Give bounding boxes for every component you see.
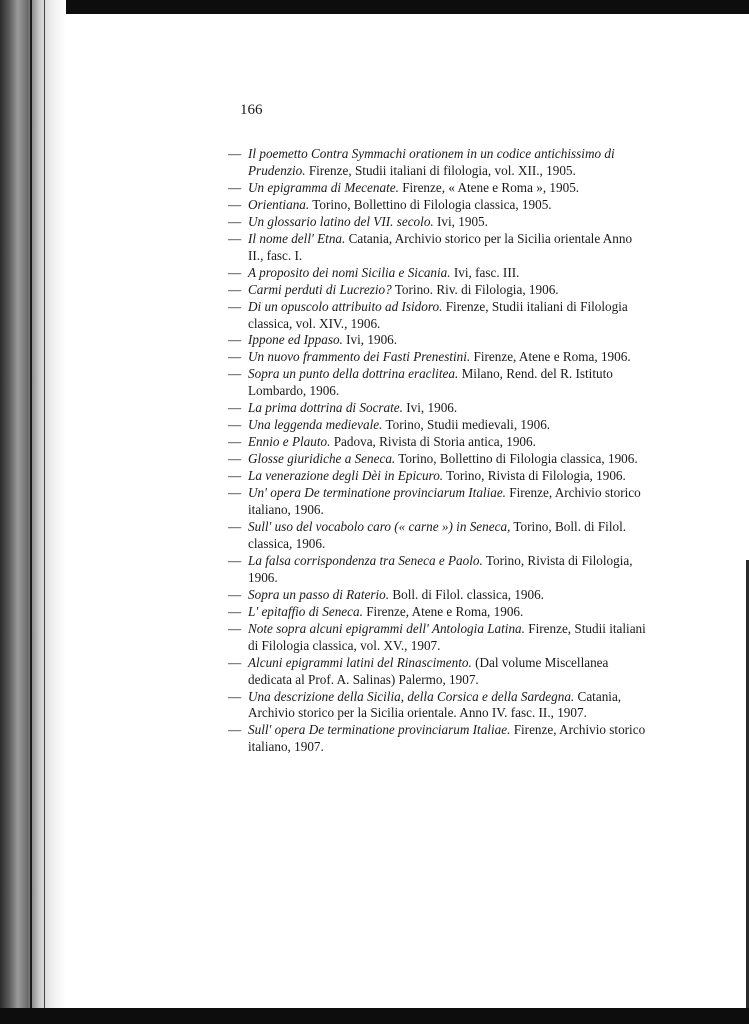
entry-publication: (Dal volume Miscellanea dedicata al Prof. A. Salinas) Palermo, 1907. <box>248 654 609 687</box>
entry-dash: — <box>228 213 242 229</box>
bibliography-entry <box>228 655 648 689</box>
entry-title: La venerazione degli Dèi in Epicuro. <box>248 468 444 484</box>
entry-dash: — <box>228 518 242 534</box>
entry-dash: — <box>228 417 242 433</box>
entry-publication: Torino, Bollettino di Filologia classica, 1905. <box>309 196 552 212</box>
entry-dash: — <box>228 332 242 348</box>
entry-publication: Firenze, « Atene e Roma », 1905. <box>398 179 580 195</box>
entry-publication: Torino. Riv. di Filologia, 1906. <box>391 281 559 297</box>
entry-publication: Firenze, Archivio storico italiano, 1907. <box>248 722 646 755</box>
entry-publication: Ivi, 1905. <box>433 213 488 229</box>
entry-title: Una descrizione della Sicilia, della Corsica e della Sardegna. <box>248 688 575 704</box>
bibliography-entry <box>228 332 648 349</box>
entry-publication: Torino, Rivista di Filologia, 1906. <box>248 552 633 585</box>
entry-title: L' epitaffio di Seneca. <box>248 603 363 619</box>
entry-dash: — <box>228 366 242 382</box>
entry-title: Di un opuscolo attribuito ad Isidoro. <box>248 298 443 314</box>
bibliography-entry <box>228 722 648 756</box>
entry-publication: Catania, Archivio storico per la Sicilia orientale. Anno IV. fasc. II., 1907. <box>248 688 622 721</box>
entry-dash: — <box>228 586 242 602</box>
entry-dash: — <box>228 552 242 568</box>
entry-publication: Torino, Bollettino di Filologia classica, 1906. <box>395 451 638 467</box>
entry-dash: — <box>228 620 242 636</box>
spine-edge-line <box>44 0 45 1024</box>
bibliography-entry <box>228 434 648 451</box>
entry-title: Sopra un passo di Raterio. <box>248 586 390 602</box>
entry-title: Un nuovo frammento dei Fasti Prenestini. <box>248 349 471 365</box>
entry-dash: — <box>228 281 242 297</box>
entry-dash: — <box>228 400 242 416</box>
bibliography-entry <box>228 366 648 400</box>
entry-title: Un epigramma di Mecenate. <box>248 179 399 195</box>
entry-publication: Firenze, Studii italiani di Filologia classica, vol. XIV., 1906. <box>248 298 628 331</box>
page-number: 166 <box>240 102 263 118</box>
entry-dash: — <box>228 688 242 704</box>
entry-publication: Firenze, Archivio storico italiano, 1906. <box>248 485 641 518</box>
entry-title: Un glossario latino del VII. secolo. <box>248 213 434 229</box>
entry-title: Il poemetto Contra Symmachi orationem in un codice antichissimo di Prudenzio. <box>248 146 615 178</box>
entry-title: Ennio e Plauto. <box>248 434 331 450</box>
entry-title: Sopra un punto della dottrina eraclitea. <box>248 366 459 382</box>
entry-title: Una leggenda medievale. <box>248 417 383 433</box>
entry-publication: Ivi, fasc. III. <box>450 264 520 280</box>
entry-dash: — <box>228 722 242 738</box>
entry-dash: — <box>228 196 242 212</box>
entry-dash: — <box>228 264 242 280</box>
entry-dash: — <box>228 434 242 450</box>
entry-title: Carmi perduti di Lucrezio? <box>248 281 392 297</box>
entry-title: La falsa corrispondenza tra Seneca e Paolo. <box>248 552 483 568</box>
bibliography-entry <box>228 146 648 180</box>
bibliography-entry <box>228 417 648 434</box>
bibliography-entry <box>228 231 648 265</box>
entry-dash: — <box>228 451 242 467</box>
entry-publication: Torino, Rivista di Filologia, 1906. <box>443 468 626 484</box>
entry-publication: Padova, Rivista di Storia antica, 1906. <box>330 434 536 450</box>
bibliography-entry <box>228 180 648 197</box>
entry-publication: Firenze, Atene e Roma, 1906. <box>362 603 524 619</box>
entry-dash: — <box>228 298 242 314</box>
bibliography-entry <box>228 451 648 468</box>
entry-publication: Firenze, Studii italiani di Filologia classica, vol. XV., 1907. <box>248 620 646 653</box>
bibliography-entry <box>228 197 648 214</box>
scan-top-border <box>0 0 749 14</box>
entry-title: La prima dottrina di Socrate. <box>248 400 403 416</box>
entry-dash: — <box>228 179 242 195</box>
entry-dash: — <box>228 603 242 619</box>
bibliography-entry <box>228 265 648 282</box>
entry-publication: Catania, Archivio storico per la Sicilia orientale Anno II., fasc. I. <box>248 230 633 263</box>
bibliography-entry <box>228 468 648 485</box>
bibliography-entry <box>228 299 648 333</box>
entry-publication: Milano, Rend. del R. Istituto Lombardo, 1906. <box>248 366 613 399</box>
bibliography-entry <box>228 214 648 231</box>
entry-publication: Firenze, Atene e Roma, 1906. <box>470 349 631 365</box>
entry-publication: Boll. di Filol. classica, 1906. <box>389 586 544 602</box>
entry-title: Alcuni epigrammi latini del Rinascimento. <box>248 654 472 670</box>
entry-title: Glosse giuridiche a Seneca. <box>248 451 396 467</box>
entry-dash: — <box>228 349 242 365</box>
bibliography-entry <box>228 485 648 519</box>
bibliography-entry <box>228 604 648 621</box>
spine-edge-line <box>30 0 32 1024</box>
bibliography-entry <box>228 519 648 553</box>
bibliography-entry <box>228 621 648 655</box>
entry-publication: Ivi, 1906. <box>342 332 398 348</box>
entry-dash: — <box>228 654 242 670</box>
entry-dash: — <box>228 146 242 161</box>
entry-publication: Torino, Studii medievali, 1906. <box>382 417 551 433</box>
bibliography-entry <box>228 349 648 366</box>
bibliography-entry <box>228 553 648 587</box>
entry-publication: Ivi, 1906. <box>402 400 458 416</box>
entry-title: Ippone ed Ippaso. <box>248 332 343 348</box>
entry-title: Orientiana. <box>248 196 310 212</box>
entry-publication: Torino, Boll. di Filol. classica, 1906. <box>248 518 627 551</box>
entry-title: Un' opera De terminatione provinciarum Italiae. <box>248 485 506 501</box>
bibliography-entry <box>228 282 648 299</box>
bibliography-entry <box>228 689 648 723</box>
entry-title: Sull' opera De terminatione provinciarum Italiae. <box>248 722 511 738</box>
scan-bottom-border <box>0 1008 749 1024</box>
entry-dash: — <box>228 230 242 246</box>
book-spine-shadow <box>0 0 66 1024</box>
entry-title: A proposito dei nomi Sicilia e Sicania. <box>248 264 451 280</box>
bibliography-entry <box>228 400 648 417</box>
entry-dash: — <box>228 468 242 484</box>
bibliography-list <box>228 146 648 756</box>
entry-title: Il nome dell' Etna. <box>248 230 346 246</box>
entry-title: Note sopra alcuni epigrammi dell' Antologia Latina. <box>248 620 525 636</box>
bibliography-entry <box>228 587 648 604</box>
entry-publication: Firenze, Studii italiani di filologia, vol. XII., 1905. <box>305 162 576 178</box>
entry-dash: — <box>228 485 242 501</box>
entry-title: Sull' uso del vocabolo caro (« carne ») in Seneca, <box>248 518 511 534</box>
